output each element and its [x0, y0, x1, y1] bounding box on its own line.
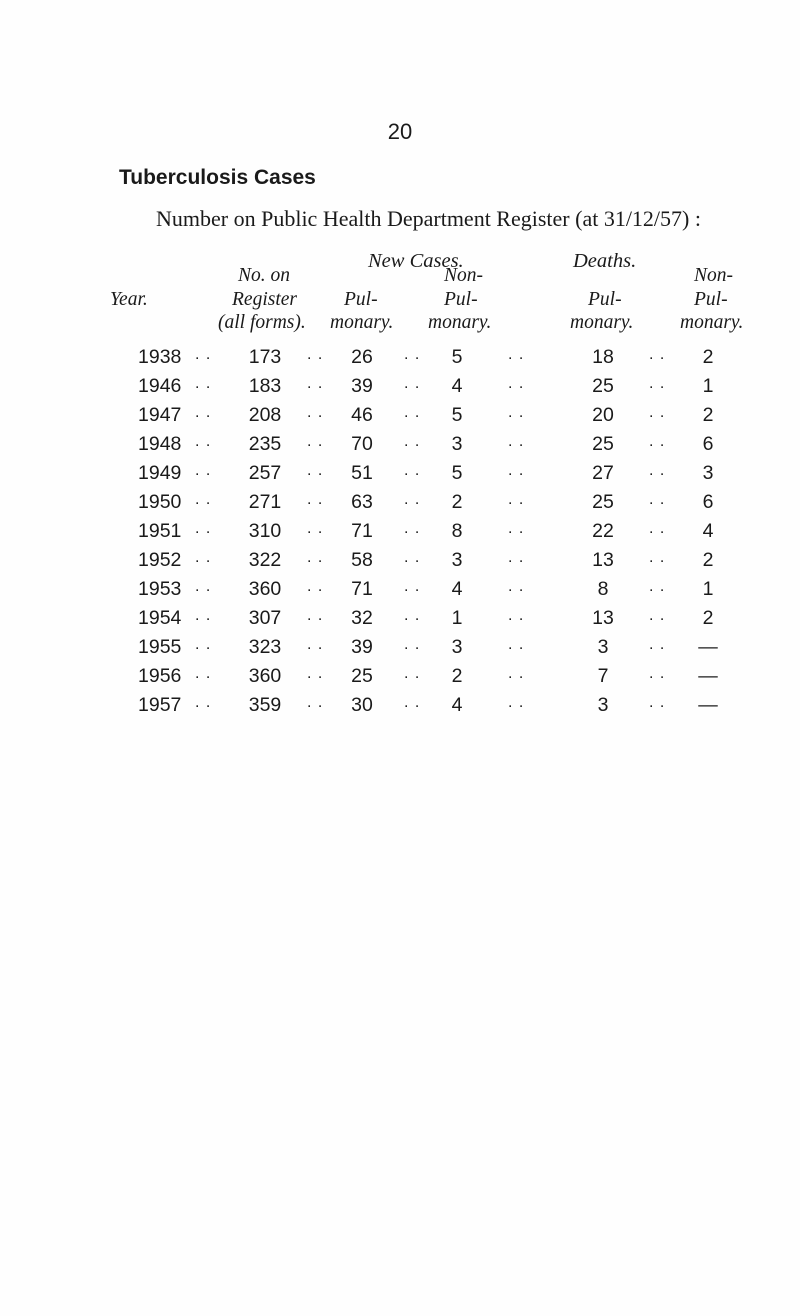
new-nonpul-cell: 3 — [451, 433, 463, 455]
leader-dots: . . — [195, 578, 212, 595]
register-cell: 183 — [248, 375, 282, 397]
leader-dots: . . — [649, 636, 666, 653]
table-row — [0, 546, 800, 575]
deaths-group-header: Deaths. — [573, 250, 637, 272]
leader-dots: . . — [649, 491, 666, 508]
year-cell: 1938 — [138, 346, 182, 368]
death-pul-cell: 13 — [592, 607, 614, 629]
leader-dots: . . — [649, 665, 666, 682]
new-pul-header-line: Pul- — [344, 289, 378, 310]
death-nonpul-header-line: Pul- — [694, 289, 728, 310]
death-nonpul-cell: 6 — [702, 491, 714, 513]
death-nonpul-cell: — — [698, 665, 718, 687]
new-pul-cell: 25 — [351, 665, 373, 687]
leader-dots: . . — [307, 607, 324, 624]
death-pul-cell: 27 — [592, 462, 614, 484]
leader-dots: . . — [404, 578, 421, 595]
register-cell: 271 — [248, 491, 282, 513]
leader-dots: . . — [508, 346, 525, 363]
leader-dots: . . — [649, 462, 666, 479]
death-nonpul-header-line: monary. — [680, 312, 744, 333]
leader-dots: . . — [195, 375, 212, 392]
new-nonpul-cell: 5 — [451, 404, 463, 426]
year-cell: 1947 — [138, 404, 182, 426]
register-header-line: No. on — [238, 265, 291, 286]
leader-dots: . . — [649, 694, 666, 711]
year-cell: 1955 — [138, 636, 182, 658]
leader-dots: . . — [404, 462, 421, 479]
death-nonpul-cell: 6 — [702, 433, 714, 455]
leader-dots: . . — [195, 665, 212, 682]
leader-dots: . . — [649, 549, 666, 566]
leader-dots: . . — [508, 520, 525, 537]
leader-dots: . . — [508, 694, 525, 711]
death-nonpul-cell: 2 — [702, 404, 714, 426]
death-pul-header-line: monary. — [570, 312, 634, 333]
table-row — [0, 372, 800, 401]
new-nonpul-cell: 4 — [451, 375, 463, 397]
year-cell: 1950 — [138, 491, 182, 513]
new-nonpul-header-line: monary. — [428, 312, 492, 333]
leader-dots: . . — [195, 607, 212, 624]
table-row — [0, 633, 800, 662]
tuberculosis-table-body — [0, 343, 800, 720]
death-pul-cell: 3 — [597, 636, 609, 658]
register-cell: 359 — [248, 694, 282, 716]
new-pul-cell: 71 — [351, 520, 373, 542]
death-pul-cell: 25 — [592, 491, 614, 513]
register-cell: 208 — [248, 404, 282, 426]
death-pul-cell: 25 — [592, 433, 614, 455]
leader-dots: . . — [307, 665, 324, 682]
leader-dots: . . — [508, 462, 525, 479]
leader-dots: . . — [404, 694, 421, 711]
leader-dots: . . — [307, 433, 324, 450]
new-nonpul-header-line: Pul- — [444, 289, 478, 310]
new-nonpul-header-line: Non- — [444, 265, 483, 286]
new-pul-cell: 39 — [351, 636, 373, 658]
new-pul-cell: 39 — [351, 375, 373, 397]
register-cell: 360 — [248, 665, 282, 687]
death-nonpul-cell: 1 — [702, 375, 714, 397]
death-pul-cell: 22 — [592, 520, 614, 542]
death-nonpul-header-line: Non- — [694, 265, 733, 286]
death-nonpul-cell: — — [698, 694, 718, 716]
leader-dots: . . — [404, 375, 421, 392]
year-cell: 1952 — [138, 549, 182, 571]
leader-dots: . . — [307, 549, 324, 566]
leader-dots: . . — [649, 578, 666, 595]
new-nonpul-cell: 5 — [451, 346, 463, 368]
table-row — [0, 343, 800, 372]
leader-dots: . . — [508, 636, 525, 653]
leader-dots: . . — [508, 578, 525, 595]
death-pul-cell: 18 — [592, 346, 614, 368]
leader-dots: . . — [404, 665, 421, 682]
leader-dots: . . — [404, 607, 421, 624]
death-pul-cell: 25 — [592, 375, 614, 397]
table-row — [0, 517, 800, 546]
leader-dots: . . — [404, 549, 421, 566]
new-pul-cell: 71 — [351, 578, 373, 600]
register-cell: 322 — [248, 549, 282, 571]
leader-dots: . . — [649, 433, 666, 450]
table-row — [0, 401, 800, 430]
year-cell: 1949 — [138, 462, 182, 484]
leader-dots: . . — [649, 404, 666, 421]
register-cell: 360 — [248, 578, 282, 600]
death-nonpul-cell: 3 — [702, 462, 714, 484]
register-header-line: (all forms). — [218, 312, 306, 333]
death-pul-cell: 8 — [597, 578, 609, 600]
leader-dots: . . — [195, 346, 212, 363]
leader-dots: . . — [508, 607, 525, 624]
leader-dots: . . — [195, 462, 212, 479]
new-nonpul-cell: 5 — [451, 462, 463, 484]
year-cell: 1946 — [138, 375, 182, 397]
register-cell: 323 — [248, 636, 282, 658]
leader-dots: . . — [649, 607, 666, 624]
leader-dots: . . — [508, 433, 525, 450]
year-cell: 1948 — [138, 433, 182, 455]
leader-dots: . . — [404, 636, 421, 653]
leader-dots: . . — [195, 491, 212, 508]
leader-dots: . . — [649, 375, 666, 392]
death-pul-cell: 13 — [592, 549, 614, 571]
register-header-line: Register — [232, 289, 297, 310]
leader-dots: . . — [307, 578, 324, 595]
death-nonpul-cell: 2 — [702, 607, 714, 629]
register-cell: 235 — [248, 433, 282, 455]
new-pul-header-line: monary. — [330, 312, 394, 333]
new-pul-cell: 26 — [351, 346, 373, 368]
page-number: 20 — [387, 119, 413, 144]
new-pul-cell: 32 — [351, 607, 373, 629]
register-cell: 307 — [248, 607, 282, 629]
table-row — [0, 488, 800, 517]
table-row — [0, 691, 800, 720]
table-row — [0, 575, 800, 604]
leader-dots: . . — [307, 636, 324, 653]
leader-dots: . . — [195, 694, 212, 711]
death-nonpul-cell: 2 — [702, 346, 714, 368]
table-row — [0, 662, 800, 691]
leader-dots: . . — [307, 346, 324, 363]
table-row — [0, 604, 800, 633]
leader-dots: . . — [195, 520, 212, 537]
death-pul-cell: 3 — [597, 694, 609, 716]
new-nonpul-cell: 8 — [451, 520, 463, 542]
leader-dots: . . — [195, 636, 212, 653]
section-title: Tuberculosis Cases — [119, 166, 316, 189]
leader-dots: . . — [195, 549, 212, 566]
register-cell: 173 — [248, 346, 282, 368]
death-pul-cell: 7 — [597, 665, 609, 687]
death-pul-header-line: Pul- — [588, 289, 622, 310]
year-cell: 1951 — [138, 520, 182, 542]
register-cell: 257 — [248, 462, 282, 484]
leader-dots: . . — [404, 491, 421, 508]
new-cases-group-header: New Cases. — [368, 250, 464, 272]
new-nonpul-cell: 3 — [451, 549, 463, 571]
death-nonpul-cell: 2 — [702, 549, 714, 571]
leader-dots: . . — [307, 462, 324, 479]
leader-dots: . . — [508, 665, 525, 682]
leader-dots: . . — [649, 520, 666, 537]
leader-dots: . . — [307, 375, 324, 392]
new-nonpul-cell: 4 — [451, 578, 463, 600]
death-nonpul-cell: 4 — [702, 520, 714, 542]
new-nonpul-cell: 2 — [451, 491, 463, 513]
year-column-header: Year. — [110, 289, 148, 310]
leader-dots: . . — [307, 694, 324, 711]
new-pul-cell: 63 — [351, 491, 373, 513]
table-row — [0, 459, 800, 488]
leader-dots: . . — [508, 549, 525, 566]
leader-dots: . . — [404, 346, 421, 363]
leader-dots: . . — [404, 404, 421, 421]
new-nonpul-cell: 3 — [451, 636, 463, 658]
leader-dots: . . — [307, 520, 324, 537]
year-cell: 1957 — [138, 694, 182, 716]
new-pul-cell: 70 — [351, 433, 373, 455]
new-nonpul-cell: 4 — [451, 694, 463, 716]
year-cell: 1953 — [138, 578, 182, 600]
death-nonpul-cell: — — [698, 636, 718, 658]
leader-dots: . . — [195, 404, 212, 421]
leader-dots: . . — [404, 433, 421, 450]
new-pul-cell: 30 — [351, 694, 373, 716]
death-nonpul-cell: 1 — [702, 578, 714, 600]
leader-dots: . . — [508, 404, 525, 421]
leader-dots: . . — [508, 375, 525, 392]
new-nonpul-cell: 2 — [451, 665, 463, 687]
register-cell: 310 — [248, 520, 282, 542]
table-caption: Number on Public Health Department Register (at 31/12/57) : — [156, 206, 701, 231]
leader-dots: . . — [649, 346, 666, 363]
new-pul-cell: 51 — [351, 462, 373, 484]
death-pul-cell: 20 — [592, 404, 614, 426]
leader-dots: . . — [307, 404, 324, 421]
leader-dots: . . — [195, 433, 212, 450]
year-cell: 1954 — [138, 607, 182, 629]
new-pul-cell: 46 — [351, 404, 373, 426]
table-row — [0, 430, 800, 459]
year-cell: 1956 — [138, 665, 182, 687]
leader-dots: . . — [307, 491, 324, 508]
leader-dots: . . — [508, 491, 525, 508]
new-nonpul-cell: 1 — [451, 607, 463, 629]
new-pul-cell: 58 — [351, 549, 373, 571]
leader-dots: . . — [404, 520, 421, 537]
